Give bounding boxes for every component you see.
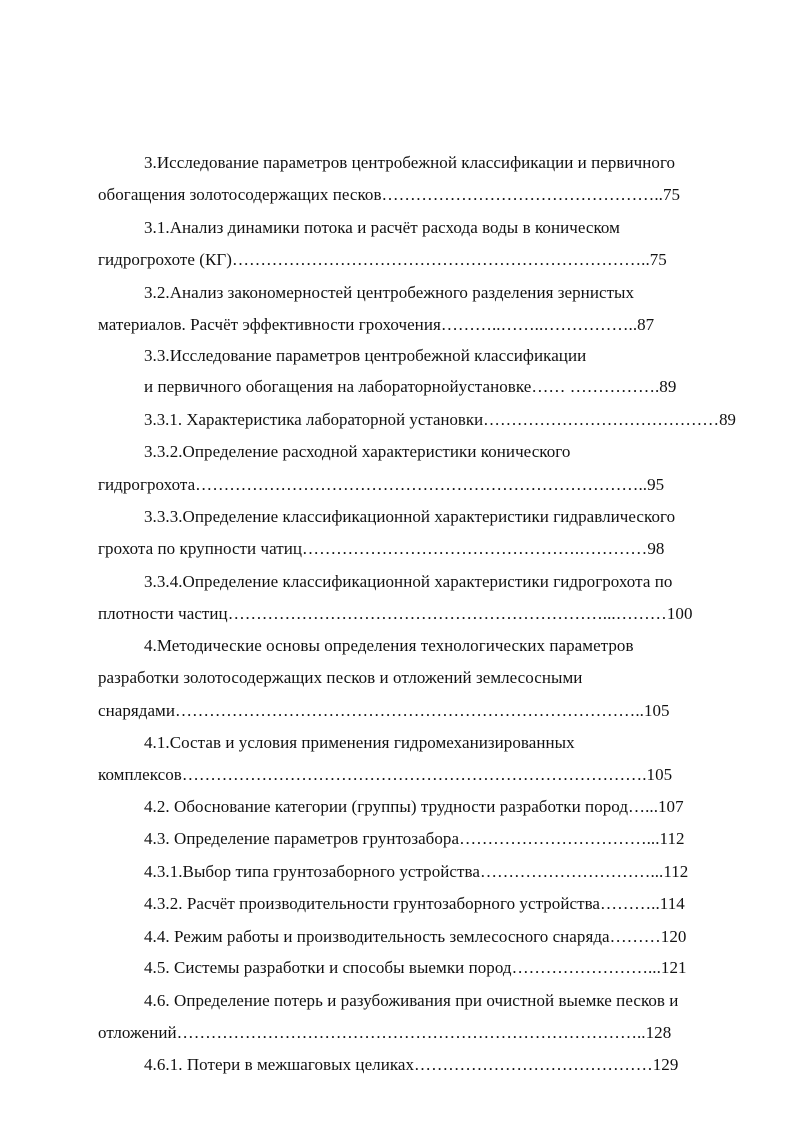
toc-line: 3.1.Анализ динамики потока и расчёт расхода воды в коническом [144,218,620,237]
toc-line: грохота по крупности чатиц………………………………………….…………98 [98,539,665,558]
toc-line: 4.6.1. Потери в межшаговых целиках……………………………………129 [144,1055,679,1074]
toc-line: обогащения золотосодержащих песков…………………………………………..75 [98,185,681,204]
toc-line: 4.1.Состав и условия применения гидромеханизированных [144,733,575,752]
toc-line: 3.3.4.Определение классификационной характеристики гидрогрохота по [144,572,673,591]
toc-line: 4.2. Обоснование категории (группы) трудности разработки пород…...107 [144,797,684,816]
toc-line: комплексов……………………………………………………………………….105 [98,765,673,784]
toc-line: 3.3.1. Характеристика лабораторной установки……………………………………89 [144,410,736,429]
toc-line: разработки золотосодержащих песков и отложений землесосными [98,668,583,687]
toc-line: плотности частиц…………………………………………………………...………100 [98,604,693,623]
toc-line: отложений………………………………………………………………………..128 [98,1023,672,1042]
toc-line: 3.Исследование параметров центробежной классификации и первичного [144,153,676,172]
toc-line: 3.3.2.Определение расходной характеристики конического [144,442,571,461]
toc-line: 4.3.1.Выбор типа грунтозаборного устройства…………………………...112 [144,862,689,881]
toc-line: 4.5. Системы разработки и способы выемки пород……………………...121 [144,958,687,977]
toc-line: 3.3.Исследование параметров центробежной классификации [144,346,587,365]
toc-line: снарядами………………………………………………………………………..105 [98,701,670,720]
toc-line: 3.3.3.Определение классификационной характеристики гидравлического [144,507,676,526]
toc-line: гидрогрохоте (КГ)………………………………………………………………..75 [98,250,667,269]
toc-line: 3.2.Анализ закономерностей центробежного разделения зернистых [144,283,635,302]
toc-line: 4.3.2. Расчёт производительности грунтозаборного устройства………..114 [144,894,685,913]
toc-line: гидрогрохота……………………………………………………………………..95 [98,475,665,494]
toc-line: материалов. Расчёт эффективности грохочения………..……..……………..87 [98,315,655,334]
toc-line: и первичного обогащения на лабораторнойустановке…… …………….89 [144,377,677,396]
toc-line: 4.4. Режим работы и производительность землесосного снаряда………120 [144,927,687,946]
toc-line: 4.Методические основы определения технологических параметров [144,636,634,655]
toc-line: 4.6. Определение потерь и разубоживания при очистной выемке песков и [144,991,679,1010]
toc-line: 4.3. Определение параметров грунтозабора……………………………...112 [144,829,685,848]
